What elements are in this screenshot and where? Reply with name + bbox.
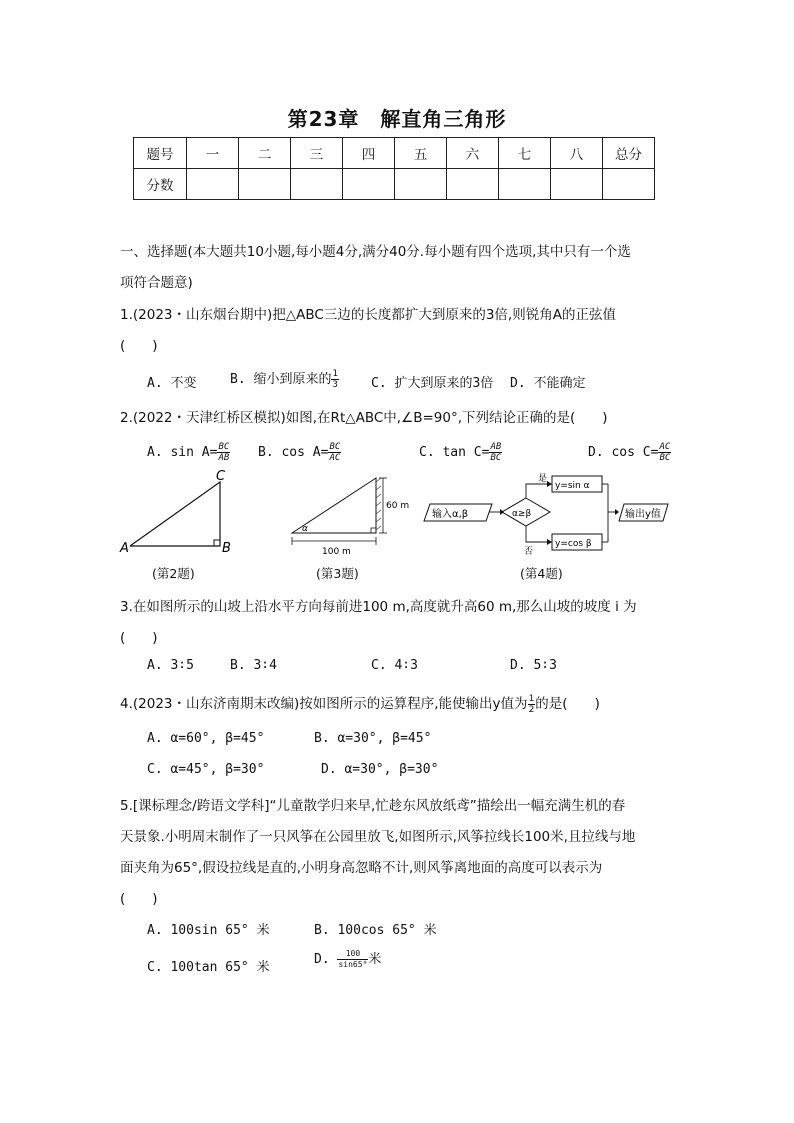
fraction-den: AB (218, 453, 230, 463)
fraction-num: AB (490, 442, 502, 452)
fraction-num: 100 (337, 949, 368, 960)
fraction-num: AC (659, 442, 671, 452)
fraction-den: 2 (528, 704, 535, 715)
q4-option-c[interactable]: C. α=45°, β=30° (147, 762, 265, 777)
fraction (328, 442, 341, 463)
score-input-cell[interactable] (499, 169, 551, 200)
process-cos-label: y=cos β (555, 539, 592, 549)
score-input-cell[interactable] (291, 169, 343, 200)
question-5-line3: 面夹角为65°,假设拉线是直的,小明身高忽略不计,则风筝离地面的高度可以表示为 (120, 860, 603, 876)
arrow-head (547, 481, 552, 487)
q2-option-d-label: D. cos C= (588, 445, 659, 460)
yes-label: 是 (538, 474, 548, 484)
output-label: 输出y值 (625, 509, 661, 520)
table-row (134, 138, 655, 169)
question-1-paren: ( ) (120, 338, 158, 354)
q1-option-c[interactable]: C. 扩大到原来的3倍 (371, 376, 494, 391)
score-input-cell[interactable] (447, 169, 499, 200)
question-5-paren: ( ) (120, 891, 158, 907)
score-input-cell[interactable] (603, 169, 655, 200)
page-title: 第23章 解直角三角形 (287, 107, 507, 131)
figure-2-triangle (118, 470, 248, 558)
fraction-num: 1 (528, 693, 535, 704)
fraction (337, 949, 368, 970)
q4-option-d[interactable]: D. α=30°, β=30° (321, 762, 439, 777)
question-3-paren: ( ) (120, 630, 158, 646)
fraction-den: AC (329, 453, 341, 463)
question-4-stem-pre: 4.(2023・山东济南期末改编)按如图所示的运算程序,能使输出y值为 (120, 696, 528, 712)
table-cell: 三 (291, 138, 343, 169)
arrow-head (615, 509, 619, 515)
base-label: 100 m (322, 547, 351, 557)
q2-option-c-label: C. tan C= (419, 445, 490, 460)
table-cell: 四 (343, 138, 395, 169)
fraction-den: sin65° (338, 960, 368, 969)
q3-option-b[interactable]: B. 3∶4 (230, 658, 277, 673)
table-row (134, 169, 655, 200)
q5-option-b[interactable]: B. 100cos 65° 米 (314, 923, 437, 938)
table-cell: 分数 (134, 169, 187, 200)
q1-option-a[interactable]: A. 不变 (147, 376, 197, 391)
fraction-num: BC (329, 442, 341, 452)
q5-option-d-label: D. (314, 952, 330, 967)
right-angle-mark (371, 528, 376, 533)
q2-option-c[interactable] (419, 442, 502, 463)
table-cell: 题号 (134, 138, 187, 169)
figure-3-slope (282, 470, 412, 558)
question-4-stem-post: 的是( ) (535, 696, 600, 712)
q1-option-d[interactable]: D. 不能确定 (510, 376, 586, 391)
fraction (217, 442, 230, 463)
score-input-cell[interactable] (395, 169, 447, 200)
question-3-stem: 3.在如图所示的山坡上沿水平方向每前进100 m,高度就升高60 m,那么山坡的坡度 i 为 (120, 599, 637, 615)
vertex-c-label: C (216, 470, 226, 484)
fraction-den: BC (490, 453, 502, 463)
q2-option-b[interactable] (258, 442, 341, 463)
score-input-cell[interactable] (187, 169, 239, 200)
question-4-stem (120, 692, 600, 715)
right-angle-mark (214, 540, 220, 546)
fraction-den: BC (659, 453, 671, 463)
triangle-abc (130, 482, 220, 546)
input-label: 输入α,β (432, 509, 469, 520)
score-input-cell[interactable] (239, 169, 291, 200)
fraction-num: 1 (332, 369, 338, 379)
table-cell: 二 (239, 138, 291, 169)
q5-option-c[interactable]: C. 100tan 65° 米 (147, 960, 270, 975)
arrow-head (547, 539, 552, 545)
no-label: 否 (524, 547, 534, 557)
question-5-line1: 5.[课标理念/跨语文学科]“儿童散学归来早,忙趁东风放纸鸢”描绘出一幅充满生机的春 (120, 798, 626, 814)
fraction (331, 369, 338, 390)
q1-option-b[interactable] (230, 368, 339, 390)
wall-hatching (376, 478, 381, 530)
q4-option-a[interactable]: A. α=60°, β=45° (147, 731, 265, 746)
figure-4-flowchart (420, 470, 672, 558)
vertex-a-label: A (120, 541, 129, 556)
q2-option-a[interactable] (147, 442, 230, 463)
q5-option-d-unit: 米 (368, 952, 382, 967)
fraction (489, 442, 502, 463)
process-sin-label: y=sin α (555, 481, 590, 491)
yes-branch (526, 484, 548, 498)
angle-label: α (302, 524, 308, 534)
q2-option-a-label: A. sin A= (147, 445, 218, 460)
q2-option-d[interactable] (588, 442, 671, 463)
q3-option-d[interactable]: D. 5∶3 (510, 658, 557, 673)
q4-option-b[interactable]: B. α=30°, β=45° (314, 731, 432, 746)
no-branch (526, 526, 548, 542)
table-cell: 八 (551, 138, 603, 169)
table-cell: 五 (395, 138, 447, 169)
q5-option-a[interactable]: A. 100sin 65° 米 (147, 923, 270, 938)
score-input-cell[interactable] (551, 169, 603, 200)
q1-option-b-label: B. 缩小到原来的 (230, 372, 332, 387)
score-table (133, 137, 655, 200)
table-cell: 一 (187, 138, 239, 169)
score-input-cell[interactable] (343, 169, 395, 200)
section-heading: 一、选择题(本大题共10小题,每小题4分,满分40分.每小题有四个选项,其中只有一个选 (120, 244, 631, 260)
q3-option-a[interactable]: A. 3∶5 (147, 658, 194, 673)
figure-4-caption: (第4题) (520, 566, 563, 581)
q3-option-c[interactable]: C. 4∶3 (371, 658, 418, 673)
table-cell: 总分 (603, 138, 655, 169)
question-5-line2: 天景象.小明周末制作了一只风筝在公园里放飞,如图所示,风筝拉线长100米,且拉线与地 (120, 829, 636, 845)
vertex-b-label: B (222, 541, 231, 556)
table-cell: 六 (447, 138, 499, 169)
section-heading-cont: 项符合题意) (120, 275, 193, 291)
fraction-num: BC (218, 442, 230, 452)
question-2-stem: 2.(2022・天津红桥区模拟)如图,在Rt△ABC中,∠B=90°,下列结论正确的是( ) (120, 410, 608, 426)
q5-option-d[interactable] (314, 948, 381, 970)
q2-option-b-label: B. cos A= (258, 445, 329, 460)
condition-label: α≥β (512, 509, 532, 519)
table-cell: 七 (499, 138, 551, 169)
fraction (658, 442, 671, 463)
figure-3-caption: (第3题) (316, 566, 359, 581)
fraction-den: 3 (332, 380, 338, 390)
question-1-stem: 1.(2023・山东烟台期中)把△ABC三边的长度都扩大到原来的3倍,则锐角A的正弦值 (120, 307, 616, 323)
figure-2-caption: (第2题) (152, 566, 195, 581)
height-label: 60 m (386, 501, 410, 511)
